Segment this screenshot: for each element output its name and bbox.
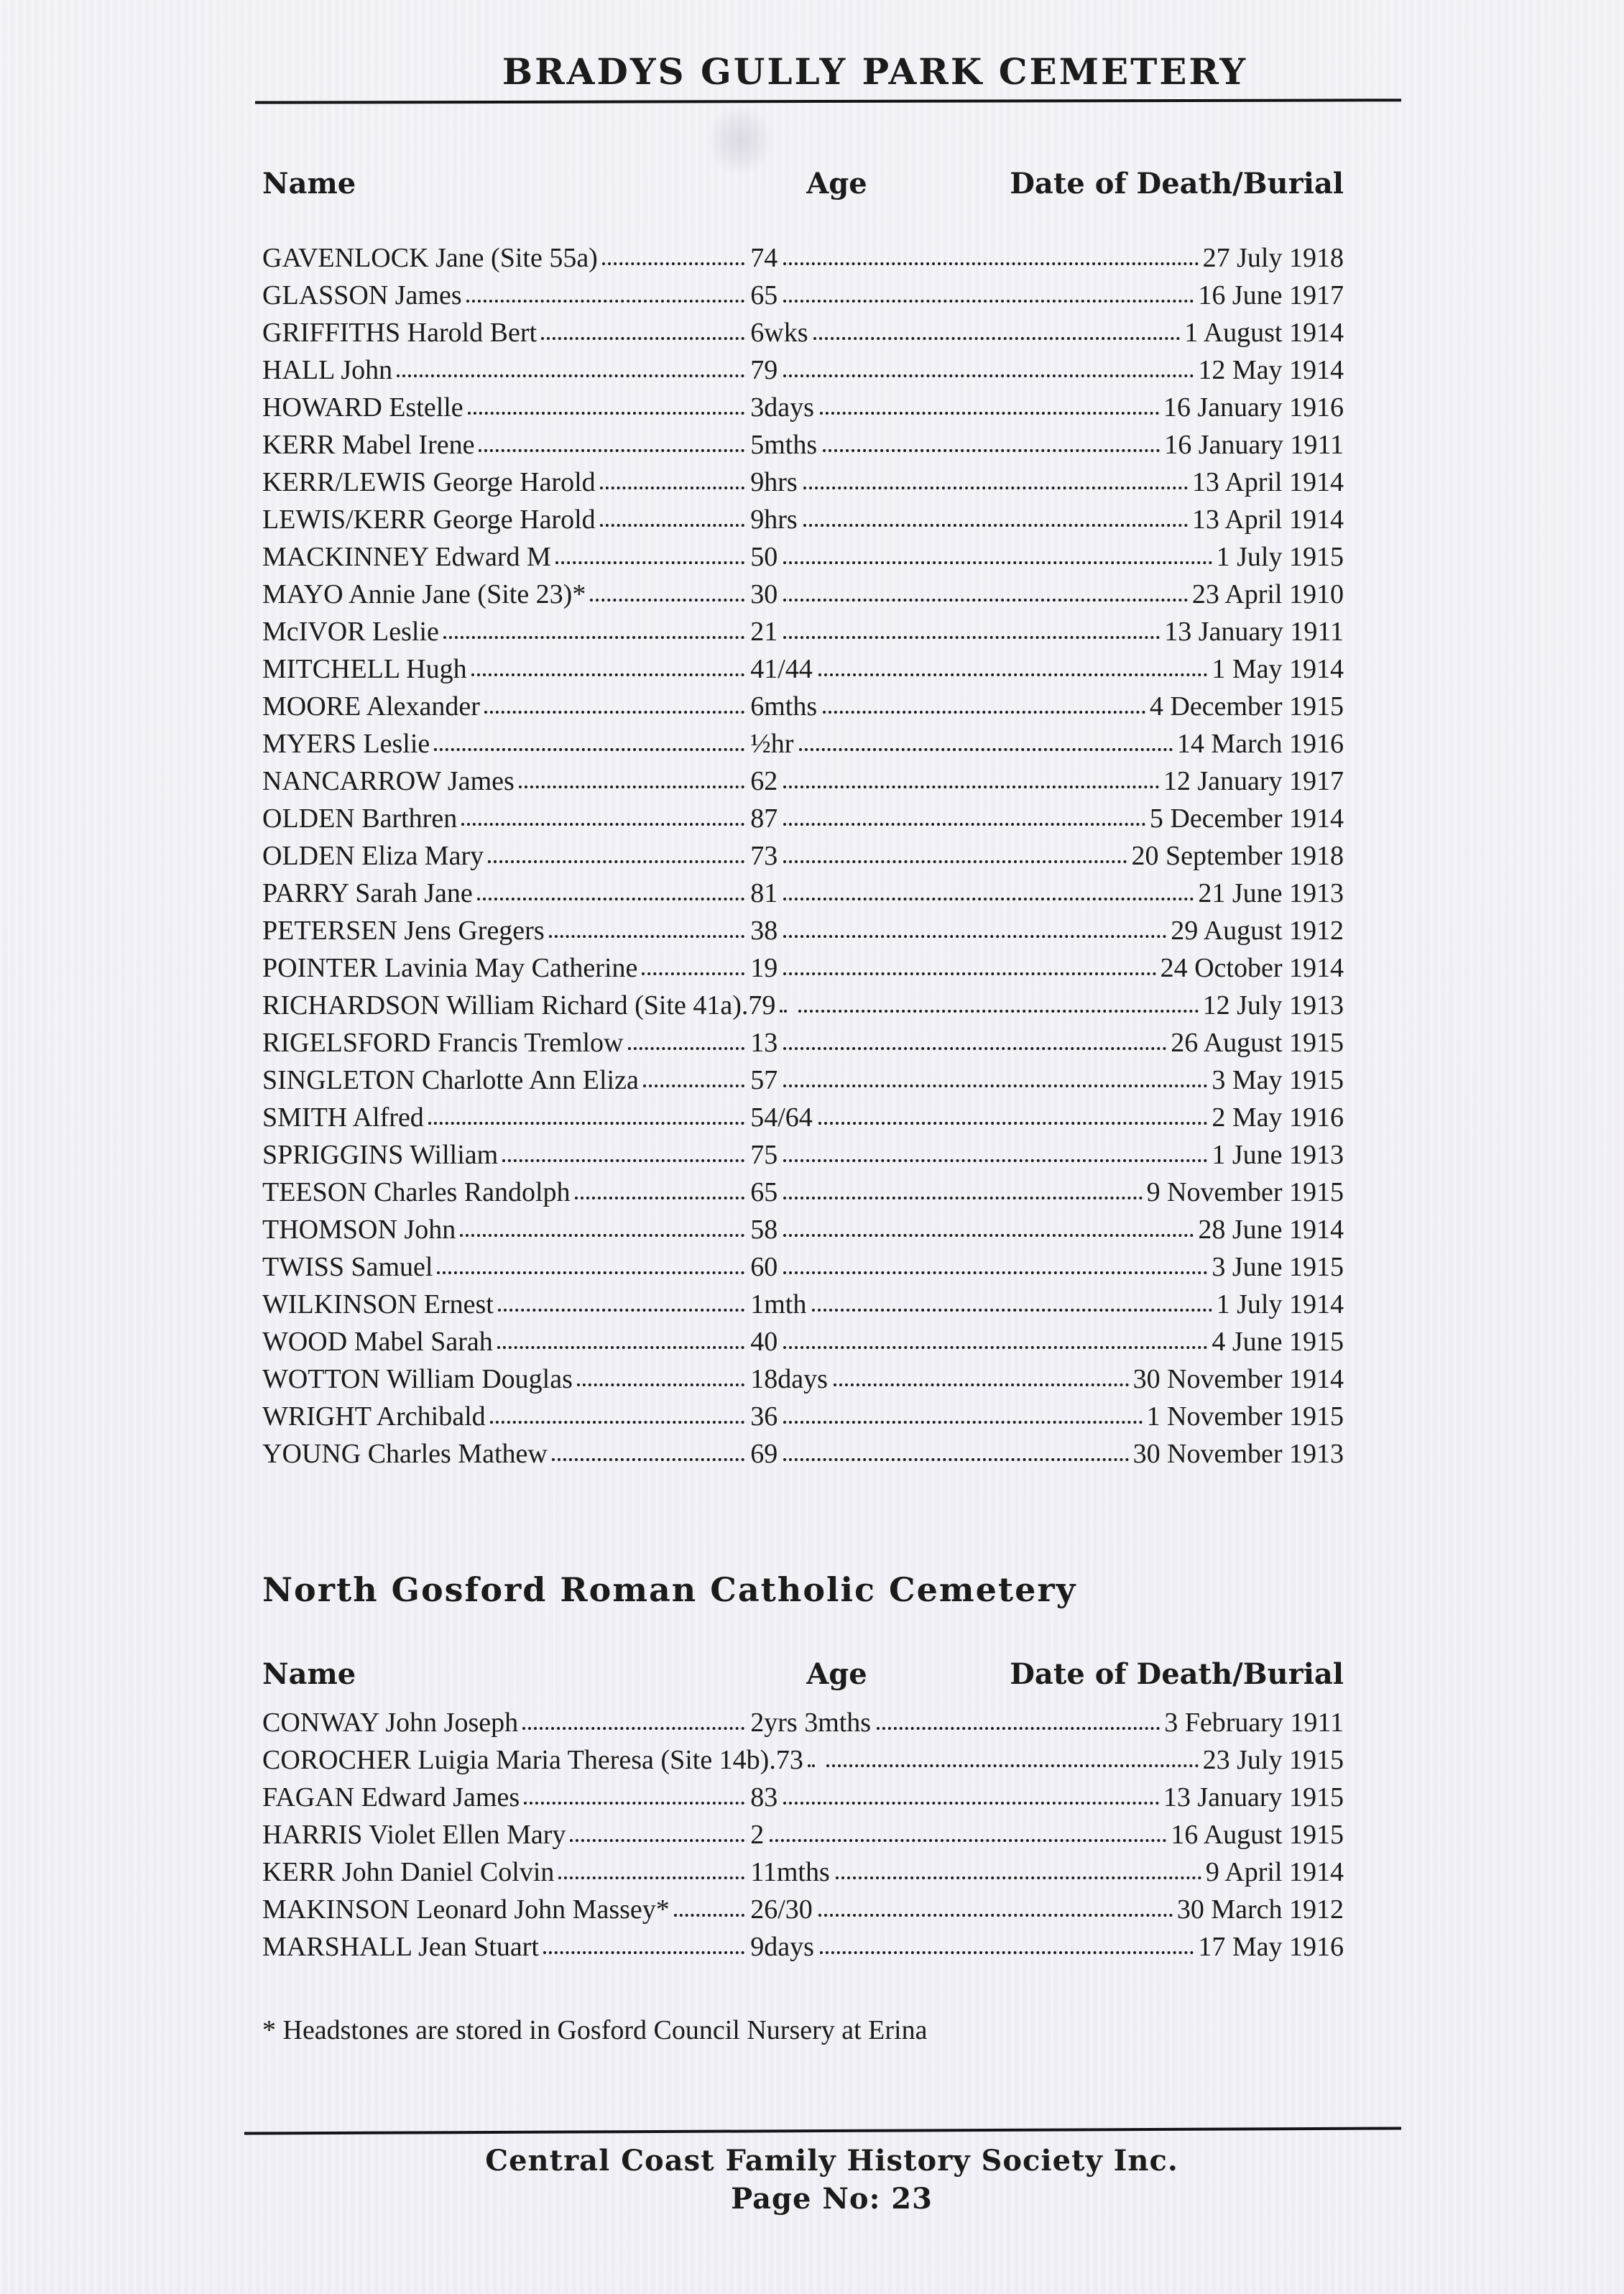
table-row [262, 724, 1344, 761]
age-cell: 26/30 [750, 1894, 813, 1925]
date-cell: 16 August 1915 [1171, 1820, 1344, 1850]
name-cell: OLDEN Eliza Mary [262, 841, 484, 871]
date-cell: 12 January 1917 [1163, 766, 1344, 796]
name-cell: WOOD Mabel Sarah [262, 1327, 493, 1357]
age-cell: 5mths [750, 430, 818, 460]
dot-leader [497, 1346, 744, 1349]
date-cell: 26 August 1915 [1171, 1028, 1344, 1058]
dot-leader [437, 1271, 744, 1274]
dot-leader [783, 1159, 1207, 1162]
date-cell: 17 May 1916 [1198, 1932, 1344, 1962]
table-header-row [262, 165, 1344, 201]
table-row [262, 1777, 1344, 1815]
dot-leader [461, 823, 744, 826]
age-cell: 40 [750, 1327, 778, 1357]
dot-leader [783, 1802, 1159, 1805]
name-cell: POINTER Lavinia May Catherine [262, 953, 638, 983]
footer-rule [244, 2127, 1401, 2134]
dot-leader [519, 786, 744, 788]
age-cell: 74 [750, 243, 778, 273]
date-cell: 9 April 1914 [1205, 1857, 1344, 1887]
date-cell: 16 June 1917 [1198, 280, 1344, 310]
name-cell: SMITH Alfred [262, 1102, 424, 1133]
name-cell: MAYO Annie Jane (Site 23)* [262, 579, 586, 609]
name-cell: GLASSON James [262, 280, 462, 310]
table-row [262, 1815, 1344, 1852]
dot-leader [783, 1421, 1142, 1424]
table-row [262, 1434, 1344, 1471]
section-title-north-gosford: North Gosford Roman Catholic Cemetery [262, 1570, 1077, 1609]
table-row [262, 1889, 1344, 1927]
dot-leader [783, 935, 1166, 938]
table-row [262, 462, 1344, 499]
dot-leader [628, 1047, 745, 1050]
dot-leader [783, 300, 1194, 303]
date-cell: 30 March 1912 [1176, 1894, 1344, 1925]
dot-leader [798, 1010, 1198, 1013]
name-cell: WILKINSON Ernest [262, 1289, 494, 1319]
dot-leader [434, 748, 744, 751]
table-row [262, 313, 1344, 350]
dot-leader [783, 860, 1127, 863]
table-row [262, 911, 1344, 948]
date-cell: 1 August 1914 [1184, 318, 1344, 348]
footer-page-number: Page No: 23 [731, 2182, 933, 2216]
date-cell: 16 January 1911 [1164, 430, 1344, 460]
name-cell: MITCHELL Hugh [262, 654, 467, 684]
name-cell: GAVENLOCK Jane (Site 55a) [262, 243, 598, 273]
dot-leader [460, 1234, 744, 1237]
dot-leader [490, 1421, 745, 1424]
name-cell: LEWIS/KERR George Harold [262, 505, 596, 535]
table-row [262, 649, 1344, 686]
age-cell: 36 [750, 1401, 778, 1432]
date-cell: 4 June 1915 [1212, 1327, 1344, 1357]
column-header-date: Date of Death/Burial [1010, 167, 1344, 201]
age-cell: 69 [750, 1439, 778, 1469]
dot-leader [783, 1084, 1207, 1087]
name-cell: TEESON Charles Randolph [262, 1177, 571, 1207]
age-cell: 81 [750, 878, 778, 908]
date-cell: 30 November 1914 [1132, 1364, 1344, 1394]
date-cell: 9 November 1915 [1146, 1177, 1344, 1207]
date-cell: 2 May 1916 [1212, 1102, 1344, 1133]
date-cell: 27 July 1918 [1202, 243, 1344, 273]
table-row [262, 1359, 1344, 1396]
dot-leader [428, 1122, 744, 1125]
name-cell: WRIGHT Archibald [262, 1401, 486, 1432]
name-cell: OLDEN Barthren [262, 803, 458, 834]
name-cell: CONWAY John Joseph [262, 1708, 519, 1738]
date-cell: 1 May 1914 [1212, 654, 1344, 684]
date-cell: 13 January 1915 [1163, 1782, 1344, 1812]
name-cell: COROCHER Luigia Maria Theresa (Site 14b).73 [262, 1745, 803, 1775]
dot-leader [783, 561, 1212, 564]
table-row [262, 798, 1344, 836]
name-cell: WOTTON William Douglas [262, 1364, 573, 1394]
name-cell: THOMSON John [262, 1215, 456, 1245]
date-cell: 3 February 1911 [1164, 1708, 1344, 1738]
dot-leader [770, 1839, 1166, 1842]
dot-leader [783, 599, 1188, 602]
date-cell: 1 June 1913 [1212, 1140, 1344, 1170]
dot-leader [818, 673, 1208, 676]
cemetery-table-bradys-gully [262, 165, 1344, 1471]
dot-leader [803, 524, 1188, 527]
table-row [262, 275, 1344, 313]
dot-leader [643, 1084, 744, 1087]
column-header-name: Name [262, 167, 356, 201]
dot-leader [783, 1346, 1207, 1349]
dot-leader [600, 487, 745, 489]
table-row [262, 425, 1344, 462]
dot-leader [555, 561, 744, 564]
table-row [262, 1284, 1344, 1322]
date-cell: 5 December 1914 [1149, 803, 1344, 834]
dot-leader [818, 1122, 1208, 1125]
dot-leader [818, 1914, 1173, 1917]
dot-leader [780, 1010, 787, 1013]
age-cell: 6mths [750, 691, 818, 722]
dot-leader [783, 1458, 1128, 1461]
age-cell: ½hr [750, 729, 794, 759]
name-cell: KERR/LEWIS George Harold [262, 467, 596, 497]
name-cell: MOORE Alexander [262, 691, 480, 722]
name-cell: MARSHALL Jean Stuart [262, 1932, 539, 1962]
date-cell: 20 September 1918 [1131, 841, 1344, 871]
dot-leader [471, 673, 745, 676]
table-row [262, 686, 1344, 724]
dot-leader [558, 1876, 744, 1879]
age-cell: 21 [750, 617, 778, 647]
table-body [262, 238, 1344, 1471]
table-header-row [262, 1655, 1344, 1691]
age-cell: 9hrs [750, 467, 798, 497]
dot-leader [674, 1914, 744, 1917]
age-cell: 50 [750, 542, 778, 572]
date-cell: 3 June 1915 [1212, 1252, 1344, 1282]
footer-organization: Central Coast Family History Society Inc. [485, 2144, 1178, 2178]
name-cell: MAKINSON Leonard John Massey* [262, 1894, 670, 1925]
dot-leader [783, 823, 1145, 826]
age-cell: 65 [750, 1177, 778, 1207]
date-cell: 4 December 1915 [1149, 691, 1344, 722]
age-cell: 9hrs [750, 505, 798, 535]
age-cell: 79 [750, 355, 778, 385]
headstones-footnote: * Headstones are stored in Gosford Council Nursery at Erina [262, 2015, 928, 2045]
age-cell: 75 [750, 1140, 778, 1170]
table-row [262, 1703, 1344, 1740]
dot-leader [836, 1876, 1201, 1879]
dot-leader [783, 1197, 1142, 1199]
table-row [262, 761, 1344, 798]
date-cell: 14 March 1916 [1176, 729, 1344, 759]
dot-leader [823, 711, 1145, 714]
date-cell: 13 January 1911 [1164, 617, 1344, 647]
table-row [262, 350, 1344, 387]
date-cell: 12 July 1913 [1202, 990, 1344, 1021]
dot-leader [783, 972, 1155, 975]
date-cell: 1 July 1914 [1216, 1289, 1344, 1319]
date-cell: 16 January 1916 [1163, 392, 1344, 423]
dot-leader [820, 1951, 1194, 1954]
date-cell: 24 October 1914 [1160, 953, 1344, 983]
name-cell: PARRY Sarah Jane [262, 878, 473, 908]
date-cell: 28 June 1914 [1198, 1215, 1344, 1245]
dot-leader [834, 1383, 1129, 1386]
dot-leader [783, 262, 1198, 265]
name-cell: YOUNG Charles Mathew [262, 1439, 548, 1469]
dot-leader [468, 412, 745, 415]
name-cell: HOWARD Estelle [262, 392, 463, 423]
dot-leader [488, 860, 744, 863]
column-header-date: Date of Death/Burial [1010, 1657, 1344, 1691]
dot-leader [541, 337, 744, 340]
column-header-age: Age [806, 167, 867, 201]
dot-leader [549, 935, 745, 938]
age-cell: 13 [750, 1028, 778, 1058]
dot-leader [577, 1383, 744, 1386]
dot-leader [397, 374, 744, 377]
name-cell: HALL John [262, 355, 393, 385]
table-row [262, 612, 1344, 649]
date-cell: 13 April 1914 [1191, 467, 1344, 497]
age-cell: 58 [750, 1215, 778, 1245]
dot-leader [783, 374, 1194, 377]
dot-leader [783, 786, 1159, 788]
age-cell: 6wks [750, 318, 808, 348]
date-cell: 21 June 1913 [1198, 878, 1344, 908]
table-row [262, 238, 1344, 275]
name-cell: RICHARDSON William Richard (Site 41a).79 [262, 990, 776, 1021]
dot-leader [808, 1764, 815, 1767]
dot-leader [812, 1309, 1212, 1312]
date-cell: 30 November 1913 [1132, 1439, 1344, 1469]
age-cell: 1mth [750, 1289, 807, 1319]
name-cell: McIVOR Leslie [262, 617, 439, 647]
dot-leader [552, 1458, 744, 1461]
table-row [262, 1135, 1344, 1172]
name-cell: SPRIGGINS William [262, 1140, 499, 1170]
table-row [262, 873, 1344, 911]
table-row [262, 1097, 1344, 1135]
table-body [262, 1703, 1344, 1964]
dot-leader [783, 1271, 1207, 1274]
table-row [262, 1396, 1344, 1434]
dot-leader [477, 898, 744, 900]
name-cell: GRIFFITHS Harold Bert [262, 318, 538, 348]
dot-leader [783, 1047, 1166, 1050]
name-cell: MACKINNEY Edward M [262, 542, 551, 572]
name-cell: SINGLETON Charlotte Ann Eliza [262, 1065, 639, 1095]
age-cell: 57 [750, 1065, 778, 1095]
dot-leader [602, 262, 744, 265]
table-row [262, 1210, 1344, 1247]
name-cell: NANCARROW James [262, 766, 515, 796]
date-cell: 12 May 1914 [1198, 355, 1344, 385]
date-cell: 29 August 1912 [1171, 916, 1344, 946]
table-row [262, 1023, 1344, 1060]
table-row [262, 1322, 1344, 1359]
dot-leader [484, 711, 744, 714]
dot-leader [443, 636, 744, 639]
name-cell: RIGELSFORD Francis Tremlow [262, 1028, 624, 1058]
name-cell: KERR Mabel Irene [262, 430, 475, 460]
age-cell: 38 [750, 916, 778, 946]
age-cell: 87 [750, 803, 778, 834]
dot-leader [799, 748, 1172, 751]
table-row [262, 499, 1344, 537]
cemetery-table-north-gosford [262, 1655, 1344, 1964]
table-row [262, 985, 1344, 1023]
age-cell: 60 [750, 1252, 778, 1282]
page-title: BRADYS GULLY PARK CEMETERY [502, 50, 1248, 93]
age-cell: 2 [750, 1820, 765, 1850]
name-cell: KERR John Daniel Colvin [262, 1857, 555, 1887]
age-cell: 11mths [750, 1857, 830, 1887]
table-row [262, 1927, 1344, 1964]
table-row [262, 1172, 1344, 1210]
name-cell: MYERS Leslie [262, 729, 430, 759]
age-cell: 9days [750, 1932, 814, 1962]
date-cell: 1 July 1915 [1216, 542, 1344, 572]
dot-leader [498, 1309, 744, 1312]
age-cell: 3days [750, 392, 814, 423]
table-row [262, 1247, 1344, 1284]
date-cell: 13 April 1914 [1191, 505, 1344, 535]
age-cell: 30 [750, 579, 778, 609]
dot-leader [570, 1839, 744, 1842]
date-cell: 23 April 1910 [1191, 579, 1344, 609]
age-cell: 19 [750, 953, 778, 983]
dot-leader [502, 1159, 744, 1162]
dot-leader [642, 972, 744, 975]
dot-leader [466, 300, 745, 303]
age-cell: 18days [750, 1364, 828, 1394]
dot-leader [600, 524, 745, 527]
name-cell: FAGAN Edward James [262, 1782, 520, 1812]
table-row [262, 1852, 1344, 1889]
dot-leader [590, 599, 744, 602]
date-cell: 3 May 1915 [1212, 1065, 1344, 1095]
dot-leader [575, 1197, 745, 1199]
dot-leader [543, 1951, 744, 1954]
dot-leader [823, 449, 1160, 452]
column-header-name: Name [262, 1657, 356, 1691]
age-cell: 62 [750, 766, 778, 796]
dot-leader [783, 898, 1194, 900]
dot-leader [522, 1727, 744, 1730]
age-cell: 65 [750, 280, 778, 310]
dot-leader [783, 636, 1160, 639]
column-header-age: Age [806, 1657, 867, 1691]
date-cell: 23 July 1915 [1202, 1745, 1344, 1775]
dot-leader [803, 487, 1188, 489]
dot-leader [813, 337, 1180, 340]
date-cell: 1 November 1915 [1146, 1401, 1344, 1432]
title-rule [255, 98, 1401, 103]
table-row [262, 1060, 1344, 1097]
table-row [262, 836, 1344, 873]
age-cell: 73 [750, 841, 778, 871]
dot-leader [826, 1764, 1199, 1767]
table-row [262, 537, 1344, 574]
table-row [262, 1740, 1344, 1777]
table-row [262, 948, 1344, 985]
table-row [262, 387, 1344, 425]
name-cell: TWISS Samuel [262, 1252, 433, 1282]
dot-leader [524, 1802, 744, 1805]
age-cell: 54/64 [750, 1102, 813, 1133]
dot-leader [479, 449, 744, 452]
dot-leader [820, 412, 1159, 415]
table-row [262, 574, 1344, 612]
dot-leader [877, 1727, 1160, 1730]
name-cell: HARRIS Violet Ellen Mary [262, 1820, 566, 1850]
dot-leader [783, 1234, 1194, 1237]
age-cell: 2yrs 3mths [750, 1708, 872, 1738]
age-cell: 83 [750, 1782, 778, 1812]
name-cell: PETERSEN Jens Gregers [262, 916, 545, 946]
age-cell: 41/44 [750, 654, 813, 684]
